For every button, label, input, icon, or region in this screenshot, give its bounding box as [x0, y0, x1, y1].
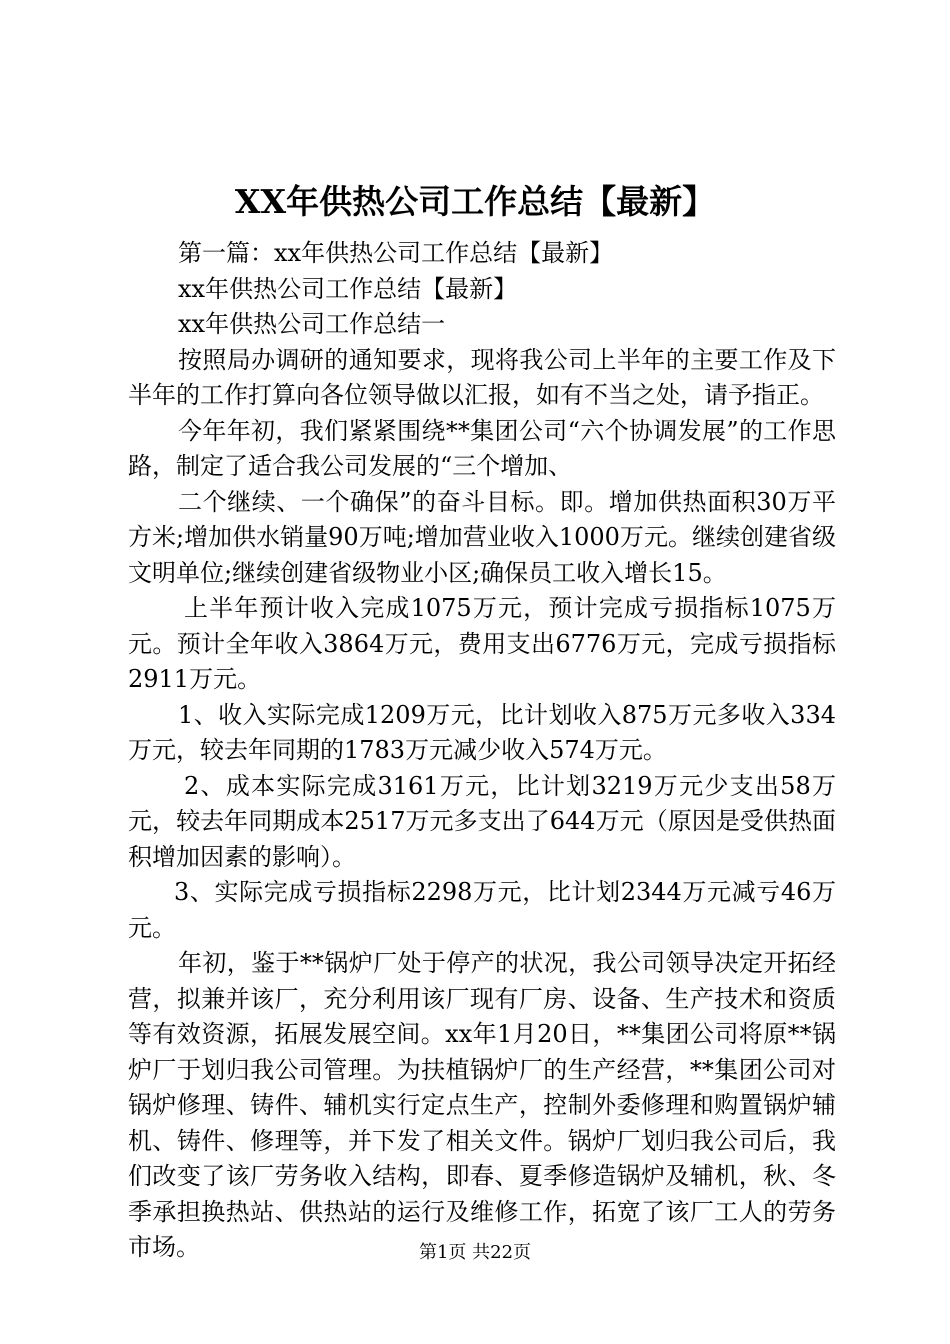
document-title: XX年供热公司工作总结【最新】 [234, 182, 716, 221]
paragraph-subtitle: xx年供热公司工作总结【最新】 [178, 274, 518, 303]
paragraph-subheading: xx年供热公司工作总结一 [178, 310, 446, 338]
document-body [128, 236, 836, 1266]
paragraph-income: 1、收入实际完成1209万元，比计划收入875万元多收入334万元，较去年同期的1783万元减少收入574万元。 [128, 700, 836, 764]
paragraph-section-heading: 第一篇：xx年供热公司工作总结【最新】 [178, 239, 614, 267]
paragraph-cost: 2、成本实际完成3161万元，比计划3219万元少支出58万元，较去年同期成本2517万元多支出了644万元（原因是受供热面积增加因素的影响）。 [128, 771, 836, 871]
paragraph-loss: 3、实际完成亏损指标2298万元，比计划2344万元减亏46万元。 [128, 878, 836, 942]
paragraph-forecast: 上半年预计收入完成1075万元，预计完成亏损指标1075万元。预计全年收入3864万元，费用支出6776万元，完成亏损指标2911万元。 [128, 594, 836, 693]
page-footer: 第1页 共22页 [418, 1242, 532, 1263]
paragraph-boiler-factory: 年初，鉴于**锅炉厂处于停产的状况，我公司领导决定开拓经营，拟兼并该厂，充分利用该厂现有厂房、设备、生产技术和资质等有效资源，拓展发展空间。xx年1月20日，**集团公司将原**锅炉厂于划归我公司管理。为扶植锅炉厂的生产经营，**集团公司对锅炉修理、铸件、辅机实行定点生产，控制外委修理和购置锅炉辅机、铸件、修理等，并下发了相关文件。锅炉厂划归我公司后，我们改变了该厂劳务收入结构，即春、夏季修造锅炉及辅机，秋、冬季承担换热站、供热站的运行及维修工作，拓宽了该厂工人的劳务市场。 [128, 949, 836, 1261]
paragraph-intro: 按照局办调研的通知要求，现将我公司上半年的主要工作及下半年的工作打算向各位领导做以汇报，如有不当之处，请予指正。 [128, 345, 836, 409]
paragraph-goals-detail: 二个继续、一个确保”的奋斗目标。即。增加供热面积30万平方米;增加供水销量90万吨;增加营业收入1000万元。继续创建省级文明单位;继续创建省级物业小区;确保员工收入增长15。 [128, 487, 836, 587]
paragraph-goals-start: 今年年初，我们紧紧围绕**集团公司“六个协调发展”的工作思路，制定了适合我公司发展的“三个增加、 [128, 416, 836, 480]
